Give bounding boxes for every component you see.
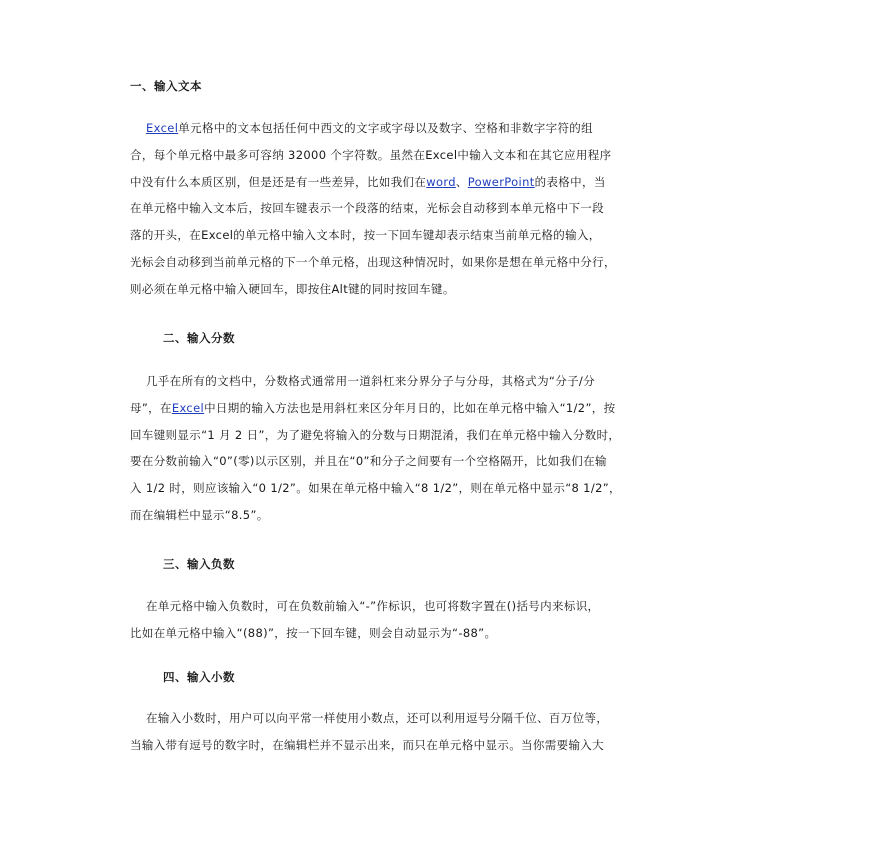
text-run: 中没有什么本质区别，但是还是有一些差异，比如我们在: [130, 174, 427, 189]
text-run: 落的开头，在Excel的单元格中输入文本时，按一下回车键却表示结束当前单元格的输入，: [130, 228, 601, 243]
paragraph-input-negative: [130, 593, 742, 647]
hyperlink[interactable]: Excel: [146, 121, 179, 135]
paragraph-input-decimal: [130, 705, 742, 759]
text-line: [130, 142, 742, 169]
text-run: 单元格中的文本包括任何中西文的文字或字母以及数字、空格和非数字字符的组: [178, 121, 593, 135]
section-heading-input-fraction: 二、输入分数: [163, 331, 235, 345]
text-run: 回车键则显示“1 月 2 日”，为了避免将输入的分数与日期混淆，我们在单元格中输入分数时，: [130, 427, 621, 442]
text-run: 比如在单元格中输入“(88)”，按一下回车键，则会自动显示为“-88”。: [130, 625, 497, 640]
text-run: 当输入带有逗号的数字时，在编辑栏并不显示出来，而只在单元格中显示。当你需要输入大: [130, 737, 604, 752]
hyperlink[interactable]: Excel: [171, 400, 205, 415]
hyperlink[interactable]: PowerPoint: [467, 174, 535, 189]
section-heading-input-text: 一、输入文本: [130, 79, 202, 93]
text-run: 而在编辑栏中显示“8.5”。: [130, 507, 269, 522]
text-line: [130, 422, 742, 449]
text-line: [130, 395, 742, 422]
text-run: 在单元格中输入负数时，可在负数前输入“-”作标识，也可将数字置在()括号内来标识，: [130, 599, 600, 613]
text-line: [130, 502, 742, 529]
section-heading-input-decimal: 四、输入小数: [163, 670, 235, 684]
text-line: [130, 593, 742, 620]
text-line: [130, 195, 742, 222]
hyperlink[interactable]: word: [426, 174, 456, 189]
text-run: 几乎在所有的文档中，分数格式通常用一道斜杠来分界分子与分母，其格式为“分子/分: [130, 374, 595, 388]
text-line: [130, 222, 742, 249]
text-run: 合，每个单元格中最多可容纳 32000 个字符数。虽然在Excel中输入文本和在其它应用程序: [130, 147, 612, 162]
text-line: [130, 475, 742, 502]
text-line: [130, 732, 742, 759]
text-line: [130, 368, 742, 395]
text-run: 入 1/2 时，则应该输入“0 1/2”。如果在单元格中输入“8 1/2”，则在单元格中显示“8 1/2”，: [130, 481, 621, 496]
text-line: [130, 620, 742, 647]
text-run: 在单元格中输入文本后，按回车键表示一个段落的结束，光标会自动移到本单元格中下一段: [130, 201, 604, 216]
text-line: [130, 249, 742, 276]
text-run: 光标会自动移到当前单元格的下一个单元格，出现这种情况时，如果你是想在单元格中分行，: [130, 254, 616, 269]
text-line: [130, 448, 742, 475]
text-line: [130, 276, 742, 303]
text-run: 、: [455, 174, 468, 189]
text-run: 则必须在单元格中输入硬回车，即按住Alt键的同时按回车键。: [130, 281, 455, 296]
text-run: 母”，在: [130, 400, 172, 415]
text-run: 中日期的输入方法也是用斜杠来区分年月日的，比如在单元格中输入“1/2”，按: [204, 400, 616, 415]
text-run: 要在分数前输入“0”(零)以示区别，并且在“0”和分子之间要有一个空格隔开，比如我们在输: [130, 454, 607, 469]
section-heading-input-negative: 三、输入负数: [163, 557, 235, 571]
text-line: [130, 705, 742, 732]
text-line: [130, 115, 742, 142]
text-run: [130, 121, 146, 135]
paragraph-input-fraction: [130, 368, 742, 529]
paragraph-input-text: [130, 115, 742, 303]
text-run: 的表格中，当: [534, 174, 606, 189]
text-run: 在输入小数时，用户可以向平常一样使用小数点，还可以利用逗号分隔千位、百万位等，: [130, 711, 609, 725]
text-line: [130, 169, 742, 196]
